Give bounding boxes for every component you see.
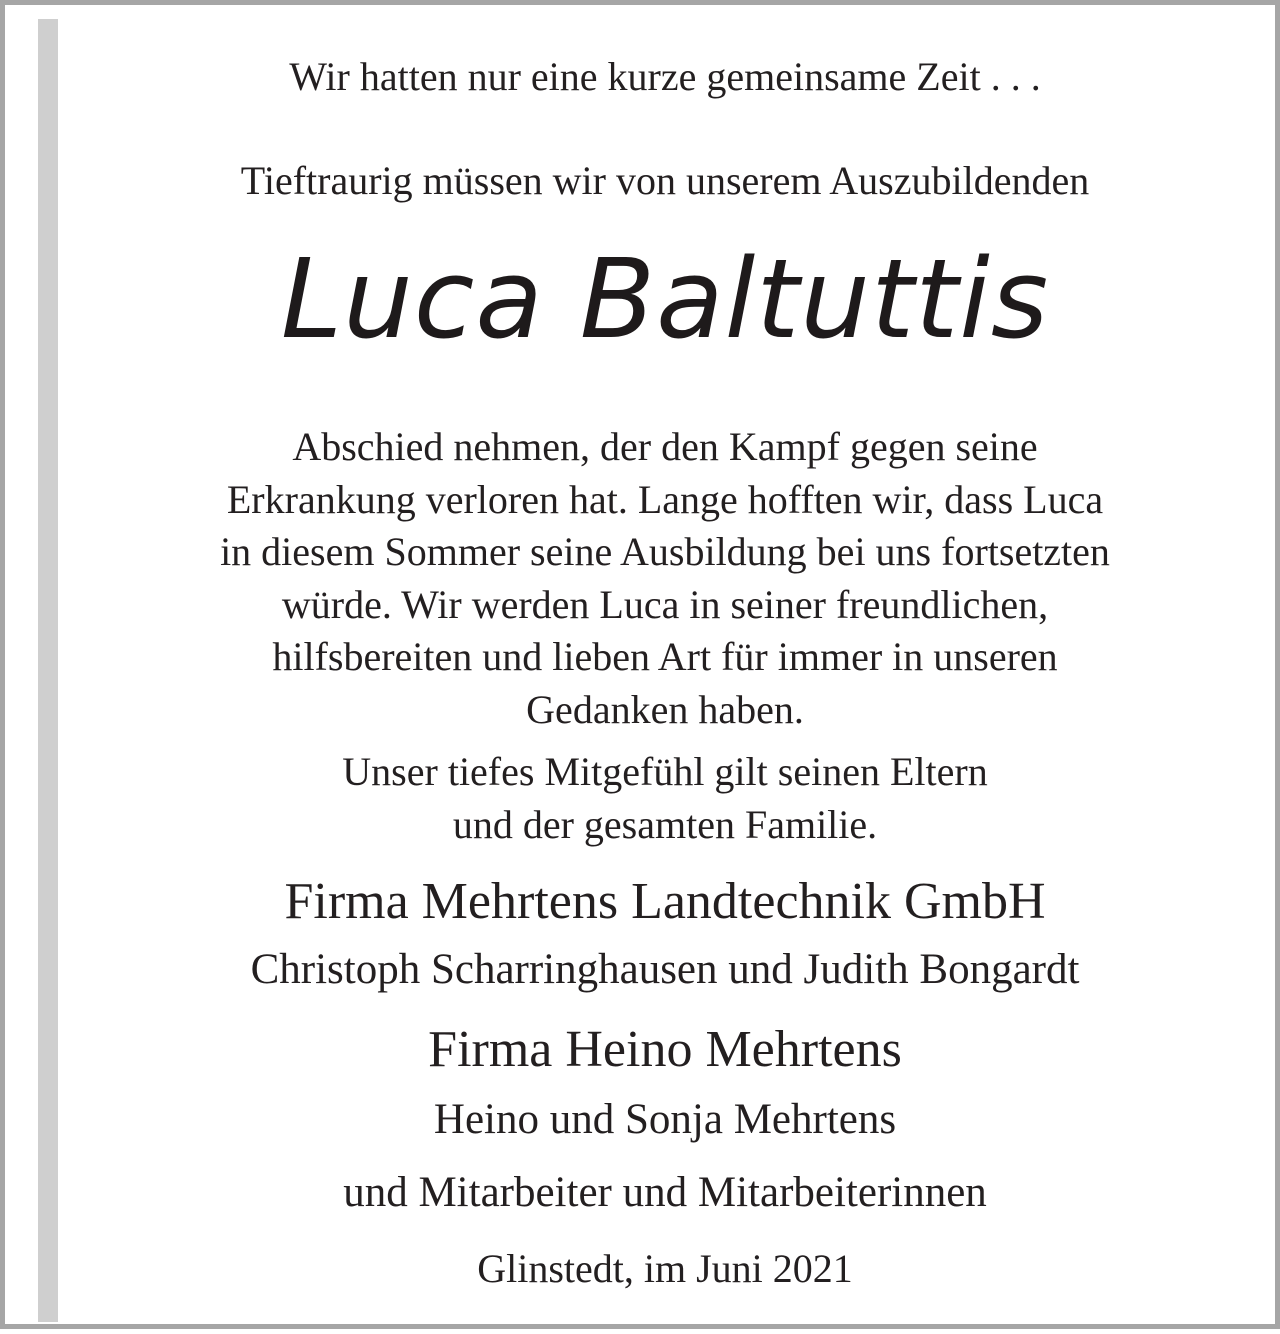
farewell-line: Abschied nehmen, der den Kampf gegen seine [292,424,1038,469]
sympathy-line: Unser tiefes Mitgefühl gilt seinen Eltern [342,749,988,794]
opening-line: Wir hatten nur eine kurze gemeinsame Zeit . . . [289,54,1041,99]
farewell-line: hilfsbereiten und lieben Art für immer in unseren [272,634,1058,679]
farewell-paragraph [65,421,1265,736]
farewell-line: Gedanken haben. [526,686,804,732]
company-representatives-heino-mehrtens: Heino und Sonja Mehrtens [433,1096,897,1143]
farewell-line: in diesem Sommer seine Ausbildung bei uns fortsetzten [220,529,1110,574]
decorative-side-bar [38,19,58,1322]
company-name-landtechnik: Firma Mehrtens Landtechnik GmbH [284,873,1046,930]
place-and-date: Glinstedt, im Juni 2021 [477,1246,853,1291]
company-representatives-landtechnik: Christoph Scharringhausen und Judith Bongardt [250,946,1080,993]
obituary-notice [65,5,1265,1334]
intro-line: Tieftraurig müssen wir von unserem Auszubildenden [240,158,1090,203]
farewell-line: Erkrankung verloren hat. Lange hofften wir, dass Luca [226,476,1104,522]
farewell-line: würde. Wir werden Luca in seiner freundlichen, [281,581,1049,627]
staff-line: und Mitarbeiter und Mitarbeiterinnen [343,1169,987,1216]
company-name-heino-mehrtens: Firma Heino Mehrtens [428,1021,902,1078]
deceased-name: Luca Baltuttis [280,235,1050,363]
sympathy-paragraph [65,746,1265,851]
sympathy-line: und der gesamten Familie. [452,801,878,847]
